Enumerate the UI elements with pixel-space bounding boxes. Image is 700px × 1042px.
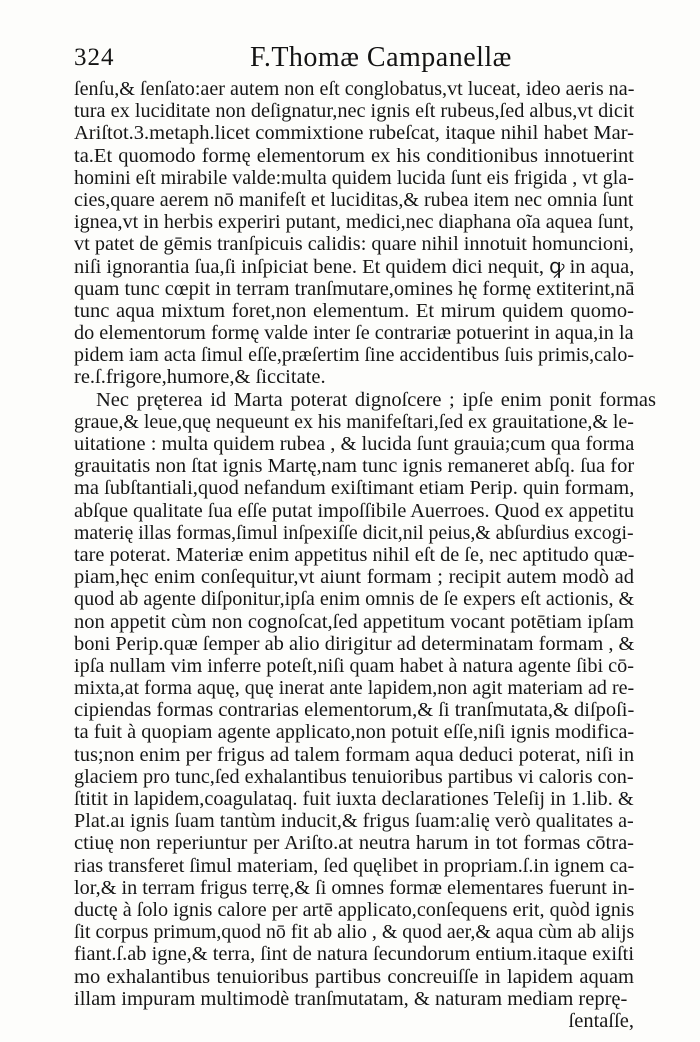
text-line: illam impuram multimodè tranſmutatam, & naturam mediam reprę- (74, 987, 628, 1010)
text-line: ſenſu,& ſenſato:aer autem non eſt conglobatus,vt luceat, ideo aeris na- (74, 78, 635, 100)
text-line: ignea,vt in herbis experiri putant, medici,nec diaphana oĩa aquea ſunt, (74, 211, 634, 234)
text-line: Plat.aı ignis ſuam tantùm inducit,& frigus ſuam:alię verò qualitates a- (74, 810, 634, 833)
text-line: pidem iam acta ſimul eſſe,præſertim ſine accidentibus ſuis primis,calo- (74, 344, 634, 367)
text-line: non appetit cùm non cognoſcat,ſed appetitum vocant potētiam ipſam (74, 610, 634, 633)
text-line: mixta,at forma aquę, quę inerat ante lapidem,non agit materiam ad re- (74, 677, 635, 700)
text-line: cipiendas formas contrarias elementorum,& ſi tranſmutata,& diſpoſi- (74, 699, 635, 722)
catchword: ſentaſſe, (568, 1009, 634, 1032)
text-line: ta.Et quomodo formę elementorum ex his conditionibus innotuerint (74, 144, 634, 167)
text-line: quam tunc cœpit in terram tranſmutare,omines hę formę extiterint,nā (74, 277, 635, 300)
text-line: graue,& leue,quę nequeunt ex his manifeſtari,ſed ex grauitatione,& le- (74, 410, 634, 433)
text-line: piam,hęc enim conſequitur,vt aiunt formam ; recipit autem modò ad (74, 566, 634, 589)
text-line: ſtitit in lapidem,coagulataq. fuit iuxta declarationes Teleſij in 1.lib. & (74, 788, 634, 810)
text-line: uitatione : multa quidem rubea , & lucida ſunt grauia;cum qua forma (74, 433, 635, 455)
text-line: tus;non enim per frigus ad talem formam aqua deduci poterat, niſi in (74, 743, 635, 766)
running-title: F.Thomæ Campanellæ (250, 42, 512, 73)
text-line: ſit corpus primum,quod nō fit ab alio , & quod aer,& aqua cùm ab alijs (74, 921, 635, 944)
page-number: 324 (74, 44, 115, 71)
text-line: ma ſubſtantiali,quod nefandum exiſtimant etiam Perip. quin formam, (74, 477, 635, 500)
text-line: do elementorum formę valde inter ſe contrariæ potuerint in aqua,in la (74, 322, 634, 345)
paragraph (74, 388, 656, 1010)
text-line: homini eſt mirabile valde:multa quidem lucida ſunt eis frigida , vt gla- (74, 166, 634, 189)
text-line: materię illas formas,ſimul inſpexiſſe dicit,nil peius,& abſurdius excogi- (74, 521, 634, 544)
text-line: boni Perip.quæ ſemper ab alio dirigitur ad determinatam formam , & (74, 632, 635, 655)
text-line: fiant.ſ.ab igne,& terra, ſint de natura ſecundorum entium.itaque exiſti (74, 943, 635, 966)
text-line: Ariſtot.3.metaph.licet commixtione rubeſcat, itaque nihil habet Mar- (74, 122, 634, 145)
text-line: tura ex luciditate non deſignatur,nec ignis eſt rubeus,ſed albus,vt dicit (74, 100, 635, 123)
text-line: abſque qualitate ſua eſſe putat impoſſibile Auerroes. Quod ex appetitu (74, 499, 635, 522)
text-line: Nec pręterea id Marta poterat dignoſcere ; ipſe enim ponit formas (96, 388, 656, 411)
text-line: cies,quare aerem nō manifeſt et luciditas,& rubea item nec omnia ſunt (74, 188, 634, 211)
text-line: ctiuę non reperiuntur per Ariſto.at neutra harum in tot formas cōtra- (74, 832, 634, 855)
text-line: tare poterat. Materiæ enim appetitus nihil eſt de ſe, nec aptitudo quæ- (74, 543, 635, 566)
page-header (74, 40, 634, 80)
text-line: rias transferet ſimul materiam, ſed quęlibet in propriam.ſ.in ignem ca- (74, 854, 635, 877)
text-line: mo exhalantibus tenuioribus partibus concreuiſſe in lapidem aquam (74, 965, 634, 988)
text-line: tunc aqua mixtum foret,non elementum. Et mirum quidem quomo- (74, 299, 634, 322)
text-line: re.ſ.frigore,humore,& ſiccitate. (74, 366, 326, 389)
text-line: glaciem pro tunc,ſed exhalantibus tenuioribus partibus vi caloris con- (74, 765, 634, 788)
text-line: vt patet de gēmis tranſpicuis calidis: quare nihil innotuit homuncioni, (74, 233, 634, 256)
body-text (74, 78, 656, 1032)
text-line: ta fuit à quopiam agente applicato,non potuit eſſe,niſi ignis modifica- (74, 721, 635, 744)
text-line: ipſa nullam vim inferre poteſt,niſi quam habet à natura agente ſibi cō- (74, 654, 635, 677)
text-line: grauitatis non ſtat ignis Martę,nam tunc ignis remaneret abſq. ſua for (74, 455, 635, 478)
text-line: ductę à ſolo ignis calore per artē applicato,conſequens erit, quòd ignis (74, 898, 635, 921)
text-line: quod ab agente diſponitur,ipſa enim omnis de ſe expers eſt actionis, & (74, 588, 635, 611)
paragraph (74, 78, 634, 389)
text-line: niſi ignorantia ſua,ſi inſpiciat bene. Et quidem dici nequit, ꝙ in aqua, (74, 255, 635, 278)
text-line: lor,& in terram frigus terrę,& ſi omnes formæ elementares fuerunt in- (74, 876, 635, 899)
